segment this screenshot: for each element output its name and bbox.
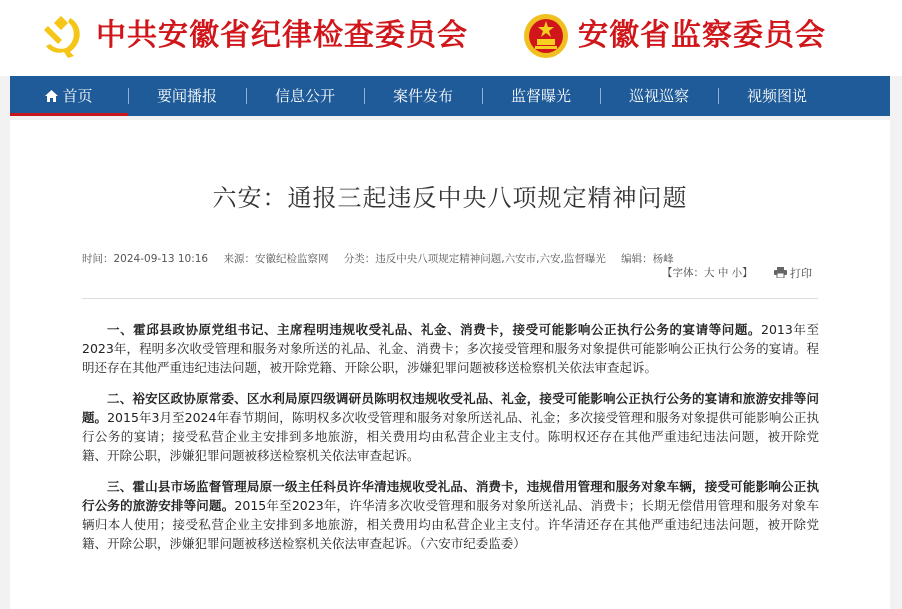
- paragraph-text: 2013年至2023年，程明多次收受管理和服务对象所送的礼品、礼金、消费卡；多次接受管理和服务对象提供可能影响公正执行公务的宴请。程明还存在其他严重违纪违法问题，被开除党籍、开除公职，涉嫌犯罪问题被移送检察机关依法审查起诉。: [82, 322, 819, 375]
- national-emblem-icon: [522, 12, 570, 60]
- header-right-logo[interactable]: [522, 8, 826, 64]
- paragraph-heading: 三、霍山县市场监督管理局原一级主任科员许华清违规收受礼品、消费卡，违规借用管理和服务对象车辆，接受可能影响公正执行公务的旅游安排等问题。: [82, 479, 819, 513]
- article-meta: [82, 251, 822, 266]
- nav-item-cases[interactable]: 案件发布: [392, 87, 453, 105]
- nav-item-label: 首页: [62, 87, 93, 105]
- party-emblem-icon: [40, 12, 88, 60]
- print-button[interactable]: [774, 265, 812, 281]
- header-left-title: 中共安徽省纪律检查委员会: [96, 18, 468, 53]
- header-left-logo[interactable]: [40, 8, 468, 64]
- article-paragraph: [82, 477, 819, 553]
- meta-divider: [82, 298, 818, 299]
- font-size-control[interactable]: 【字体：大 中 小】: [662, 267, 753, 279]
- home-icon: [45, 90, 58, 102]
- paragraph-heading: 二、裕安区政协原常委、区水利局原四级调研员陈明权违规收受礼品、礼金，接受可能影响公正执行公务的宴请和旅游安排等问题。: [82, 391, 819, 425]
- printer-icon: [774, 267, 787, 278]
- article-paragraph: [82, 320, 819, 377]
- meta-source: 来源：安徽纪检监察网: [223, 253, 329, 265]
- meta-editor: 编辑：杨峰: [621, 253, 674, 265]
- paragraph-text: 2015年3月至2024年春节期间，陈明权多次收受管理和服务对象所送礼品、礼金；多次接受管理和服务对象提供可能影响公正执行公务的宴请；接受私营企业主安排到多地旅游，相关费用均由私营企业主支付。陈明权还存在其他严重违纪违法问题，被开除党籍、开除公职，涉嫌犯罪问题被移送检察机关依法审查起诉。: [82, 410, 819, 463]
- header-right-title: 安徽省监察委员会: [578, 18, 826, 53]
- nav-item-home[interactable]: [10, 76, 128, 116]
- paragraph-text: 2015年至2023年，许华清多次收受管理和服务对象所送礼品、消费卡；长期无偿借用管理和服务对象车辆归本人使用；接受私营企业主安排到多地旅游，相关费用均由私营企业主支付。许华清还存在其他严重违纪违法问题，被开除党籍、开除公职，涉嫌犯罪问题被移送检察机关依法审查起诉。（六安市纪委监委）: [82, 498, 819, 551]
- meta-time: 时间：2024-09-13 10:16: [82, 253, 209, 265]
- site-header: [0, 0, 902, 76]
- meta-category: 分类：违反中央八项规定精神问题,六安市,六安,监督曝光: [343, 253, 606, 265]
- nav-item-exposure[interactable]: 监督曝光: [510, 87, 571, 105]
- main-nav: [10, 76, 890, 116]
- article-body: [82, 320, 819, 565]
- nav-item-video[interactable]: 视频图说: [746, 87, 807, 105]
- article-paragraph: [82, 389, 819, 465]
- article-title: 六安：通报三起违反中央八项规定精神问题: [212, 184, 688, 212]
- print-label: 打印: [790, 267, 812, 280]
- nav-item-inspection[interactable]: 巡视巡察: [628, 87, 689, 105]
- nav-item-info[interactable]: 信息公开: [274, 87, 335, 105]
- article-container: [10, 120, 890, 609]
- paragraph-heading: 一、霍邱县政协原党组书记、主席程明违规收受礼品、礼金、消费卡，接受可能影响公正执行公务的宴请等问题。: [107, 322, 762, 337]
- nav-item-news[interactable]: 要闻播报: [156, 87, 217, 105]
